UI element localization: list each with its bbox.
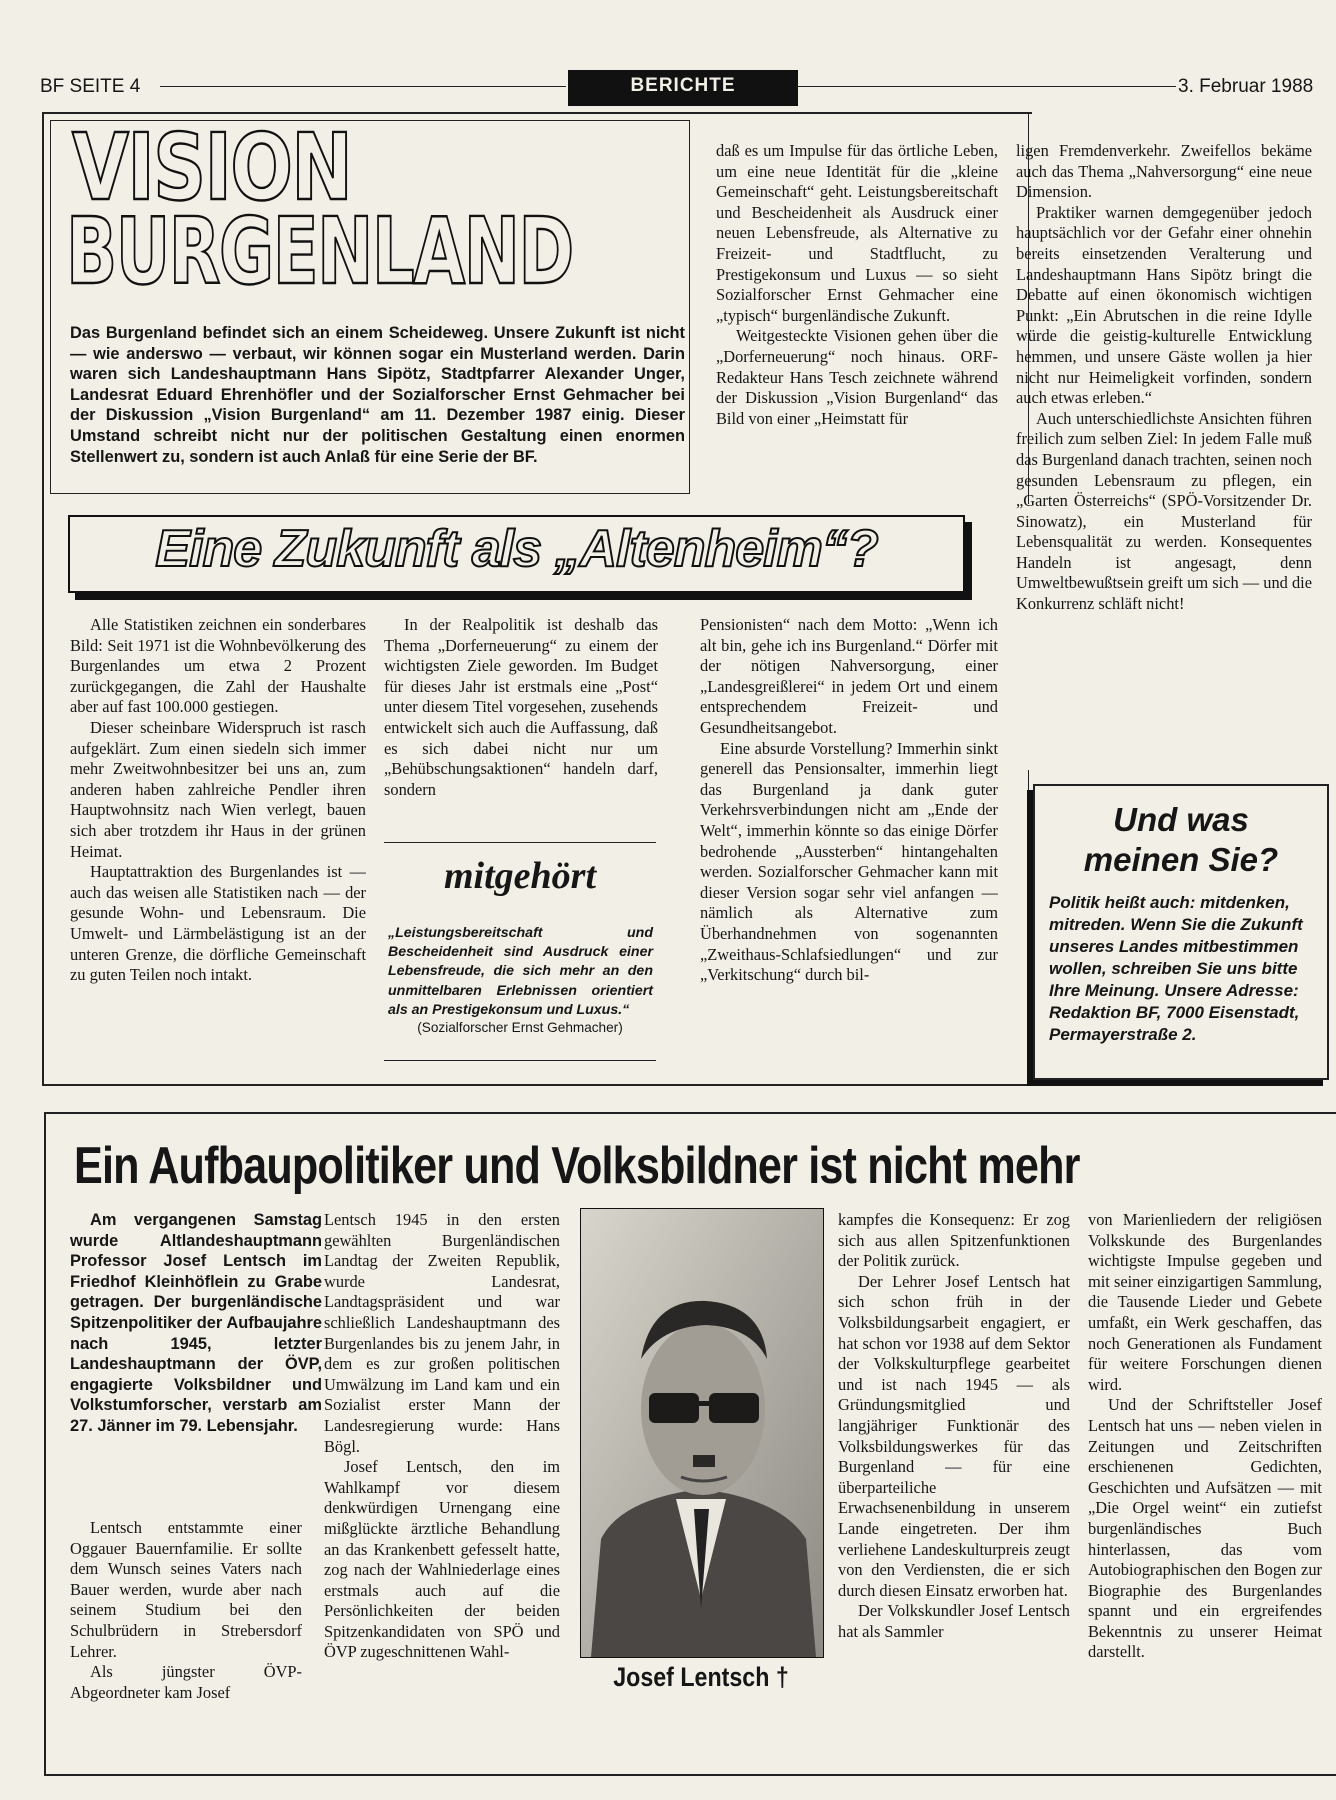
header-rule-left	[160, 86, 566, 87]
feature-intro: Das Burgenland befindet sich an einem Scheideweg. Unsere Zukunft ist nicht — wie anderswo — verbaut, wir können sogar ein Musterland werden. Darin waren sich Landeshauptmann Hans Sipötz, Stadtpfarrer Alexander Unger, Landesrat Eduard Ehrenhöfler und der Sozialforscher Ernst Gehmacher bei der Diskussion „Vision Burgenland“ am 11. Dezember 1987 einig. Dieser Umstand schreibt nicht nur der politischen Gestaltung einen enormen Stellenwert zu, sondern ist auch Anlaß für eine Serie der BF.	[70, 324, 685, 466]
paragraph: Der Volkskundler Josef Lentsch hat als Sammler	[838, 1601, 1070, 1641]
portrait-image	[581, 1209, 823, 1657]
paragraph: Hauptattraktion des Burgenlandes ist — auch das weisen alle Statistiken nach — der gesunde Wohn- und Lebensraum. Die Umwelt- und Lärmbelästigung ist an der unteren Grenze, die dörfliche Gemeinschaft zu guten Teilen noch intakt.	[70, 862, 366, 985]
obituary-column-1	[70, 1518, 302, 1766]
paragraph: daß es um Impulse für das örtliche Leben, um eine neue Identität für die „kleine Gemeinschaft“ geht. Leistungsbereitschaft und Bescheidenheit als Ausdruck einer neuen Lebensfreude, als Alternative zu Freizeit- und Stadtflucht, zu Prestigekonsum und Luxus — so sieht Sozialforscher Ernst Gehmacher eine „typisch“ burgenländische Zukunft.	[716, 141, 998, 325]
feature-title-burgenland: BURGENLAND	[66, 198, 573, 305]
paragraph: kampfes die Konsequenz: Er zog sich aus allen Spitzenfunktionen der Politik zurück.	[838, 1210, 1070, 1271]
reader-call-box	[1033, 784, 1329, 1080]
feature-headline: Eine Zukunft als „Altenheim“?	[155, 520, 878, 578]
paragraph: Dieser scheinbare Widerspruch ist rasch aufgeklärt. Zum einen siedeln sich immer mehr Zweitwohnbesitzer bei uns an, zum anderen haben zahlreiche Pendler ihren Hauptwohnsitz nach Wien verlegt, bauen sich aber trotzdem ihr Haus in der grünen Heimat.	[70, 717, 366, 861]
portrait-photo	[580, 1208, 824, 1658]
page-label: BF SEITE 4	[40, 76, 141, 97]
quote-box	[384, 836, 656, 1066]
obituary-column-4	[1088, 1210, 1322, 1766]
feature-column-4	[1016, 141, 1312, 769]
paragraph: Lentsch entstammte einer Oggauer Bauernfamilie. Er sollte dem Wunsch seines Vaters nach Bauer werden, wurde aber nach seinem Studium bei den Schulbrüdern in Strebersdorf Lehrer.	[70, 1518, 302, 1661]
paragraph: von Marienliedern der religiösen Volkskunde des Burgenlandes wichtigste Impulse gegeben und mit seiner einzigartigen Sammlung, die Tausende Lieder und Gebete umfaßt, ein Werk geschaffen, das noch Generationen als Fundament für weitere Forschungen dienen wird.	[1088, 1210, 1322, 1394]
feature-headline-banner	[68, 515, 965, 593]
obituary-headline: Ein Aufbaupolitiker und Volksbildner ist nicht mehr	[74, 1137, 1080, 1195]
paragraph: Auch unterschiedlichste Ansichten führen freilich zum selben Ziel: In jedem Falle muß das Burgenland danach trachten, seinen noch gesunden Lebensraum zu pflegen, ein „Garten Österreichs“ (SPÖ-Vorsitzender Dr. Sinowatz), ein Musterland für Lebensqualität zu werden. Konsequentes Handeln ist angesagt, denn Umweltbewußtsein greift um sich — und die Konkurrenz schläft nicht!	[1016, 408, 1312, 614]
feature-column-2	[384, 615, 658, 825]
quote-source: (Sozialforscher Ernst Gehmacher)	[417, 1020, 623, 1035]
paragraph: Als jüngster ÖVP-Abgeordneter kam Josef	[70, 1662, 302, 1702]
feature-title-vision: VISION	[72, 114, 352, 221]
paragraph: ligen Fremdenverkehr. Zweifellos bekäme auch das Thema „Nahversorgung“ eine neue Dimension.	[1016, 141, 1312, 202]
portrait-caption: Josef Lentsch †	[613, 1662, 789, 1692]
header-rule-right	[796, 86, 1176, 87]
paragraph: Weitgesteckte Visionen gehen über die „Dorferneuerung“ noch hinaus. ORF-Redakteur Hans Tesch zeichnete während der Diskussion „Vision Burgenland“ das Bild von einer „Heimstatt für	[716, 326, 998, 428]
obituary-lead	[70, 1210, 322, 1500]
paragraph: Pensionisten“ nach dem Motto: „Wenn ich alt bin, gehe ich ins Burgenland.“ Dörfer mit der nötigen Nahversorgung, einer „Landesgreißlerei“ in jedem Ort und einem entsprechendem Freizeit- und Gesundheitsangebot.	[700, 615, 998, 737]
section-label-text: BERICHTE	[630, 75, 736, 96]
paragraph: Am vergangenen Samstag wurde Altlandeshauptmann Professor Josef Lentsch im Friedhof Kleinhöflein zu Grabe getragen. Der burgenländische Spitzenpolitiker der Aufbaujahre nach 1945, letzter Landeshauptmann der ÖVP, engagierte Volksbildner und Volkstumforscher, verstarb am 27. Jänner im 79. Lebensjahr.	[70, 1211, 322, 1435]
quote-text: „Leistungsbereitschaft und Bescheidenheit sind Ausdruck einer Lebensfreude, die sich mehr an den unmittelbaren Erlebnissen orientiert als an Prestigekonsum und Luxus.“	[388, 925, 653, 1018]
paragraph: Der Lehrer Josef Lentsch hat sich schon früh in der Volksbildungsarbeit engagiert, er hat schon vor 1938 auf dem Sektor der Volkskulturpflege gearbeitet und ist nach 1945 — als Gründungsmitglied und langjähriger Funktionär des Volksbildungswerkes für das Burgenland — für eine überparteiliche Erwachsenenbildung in unserem Lande eingetreten. Der ihm verliehene Landeskulturpreis zeugt von den Verdiensten, die er sich durch diesen Einsatz erworben hat.	[838, 1271, 1070, 1600]
paragraph: Und der Schriftsteller Josef Lentsch hat uns — neben vielen in Zeitungen und Zeitschriften erschienenen Gedichten, Geschichten und Aufsätzen — mit „Die Orgel weint“ ein zutiefst burgenländisches Buch hinterlassen, das vom Autobiographischen den Bogen zur Biographie des Burgenlandes spannt und ein ergreifendes Bekenntnis zu unserer Heimat darstellt.	[1088, 1395, 1322, 1662]
feature-column-3-top	[716, 141, 998, 493]
paragraph: Eine absurde Vorstellung? Immerhin sinkt generell das Pensionsalter, immerhin liegt das Burgenland ja dank guter Verkehrsverbindungen nicht am „Ende der Welt“, immerhin könnte so das einige Dörfer bedrohende „Aussterben“ hintangehalten werden. Sozialforscher Gehmacher kann mit dieser Version sogar sehr viel anfangen — nämlich als Alternative zum Überhandnehmen von sogenannten „Zweithaus-Schlafsiedlungen“ und zur „Verkitschung“ durch bil-	[700, 738, 998, 985]
reader-call-title-line2: meinen Sie?	[1083, 841, 1279, 878]
reader-call-title	[1035, 800, 1327, 880]
reader-call-title-line1: Und was	[1113, 801, 1249, 838]
feature-box-lower-right-rule	[1028, 770, 1029, 1082]
paragraph: Alle Statistiken zeichnen ein sonderbares Bild: Seit 1971 ist die Wohnbevölkerung des Burgenlandes um etwa 2 Prozent zurückgegangen, die Zahl der Haushalte aber auf fast 100.000 gestiegen.	[70, 615, 366, 717]
paragraph: Praktiker warnen demgegenüber jedoch hauptsächlich vor der Gefahr einer ohnehin bereits einsetzenden Veralterung und Landeshauptmann Hans Sipötz bringt die Debatte auf einen ökonomisch wichtigen Punkt: „Ein Abrutschen in die reine Idylle würde die geistig-kulturelle Entwicklung hemmen, und unsere Gäste wollen ja hier nicht nur Heimeligkeit vorfinden, sondern auch etwas erleben.“	[1016, 202, 1312, 408]
feature-column-3-bottom	[700, 615, 998, 1077]
paragraph: Lentsch 1945 in den ersten gewählten Burgenländischen Landtag der Zweiten Republik, wurde Landesrat, Landtagspräsident und war schließlich Landeshauptmann des Burgenlandes bis zu jenem Jahr, in dem es zur großen politischen Umwälzung im Land kam und ein Sozialist erster Mann der Landesregierung wurde: Hans Bögl.	[324, 1210, 560, 1456]
reader-call-text: Politik heißt auch: mitdenken, mitreden. Wenn Sie die Zukunft unseres Landes mitbestimmen wollen, schreiben Sie uns bitte Ihre Meinung. Unsere Adresse: Redaktion BF, 7000 Eisenstadt, Permayerstraße 2.	[1049, 893, 1303, 1044]
quote-bottom-rule	[384, 1060, 656, 1061]
paragraph: Josef Lentsch, den im Wahlkampf vor diesem denkwürdigen Urnengang eine mißglückte ärztliche Behandlung an das Krankenbett gefesselt hatte, zog nach der Wahlniederlage eines erstmals auch auf die Persönlichkeiten der beiden Spitzenkandidaten von SPÖ und ÖVP zugeschnittenen Wahl-	[324, 1457, 560, 1662]
obituary-column-3	[838, 1210, 1070, 1766]
section-label	[568, 70, 798, 106]
paragraph: In der Realpolitik ist deshalb das Thema „Dorferneuerung“ zu einem der wichtigsten Ziele geworden. Im Budget für dieses Jahr ist erstmals eine „Post“ unter diesem Titel vorgesehen, zusehends entwickelt sich auch die Auffassung, daß es sich dabei nicht nur um „Behübschungsaktionen“ handeln darf, sondern	[384, 615, 658, 799]
issue-date: 3. Februar 1988	[1178, 76, 1314, 97]
quote-top-rule	[384, 842, 656, 843]
quote-title: mitgehört	[443, 855, 597, 897]
feature-column-1	[70, 615, 366, 1077]
obituary-column-2	[324, 1210, 560, 1766]
